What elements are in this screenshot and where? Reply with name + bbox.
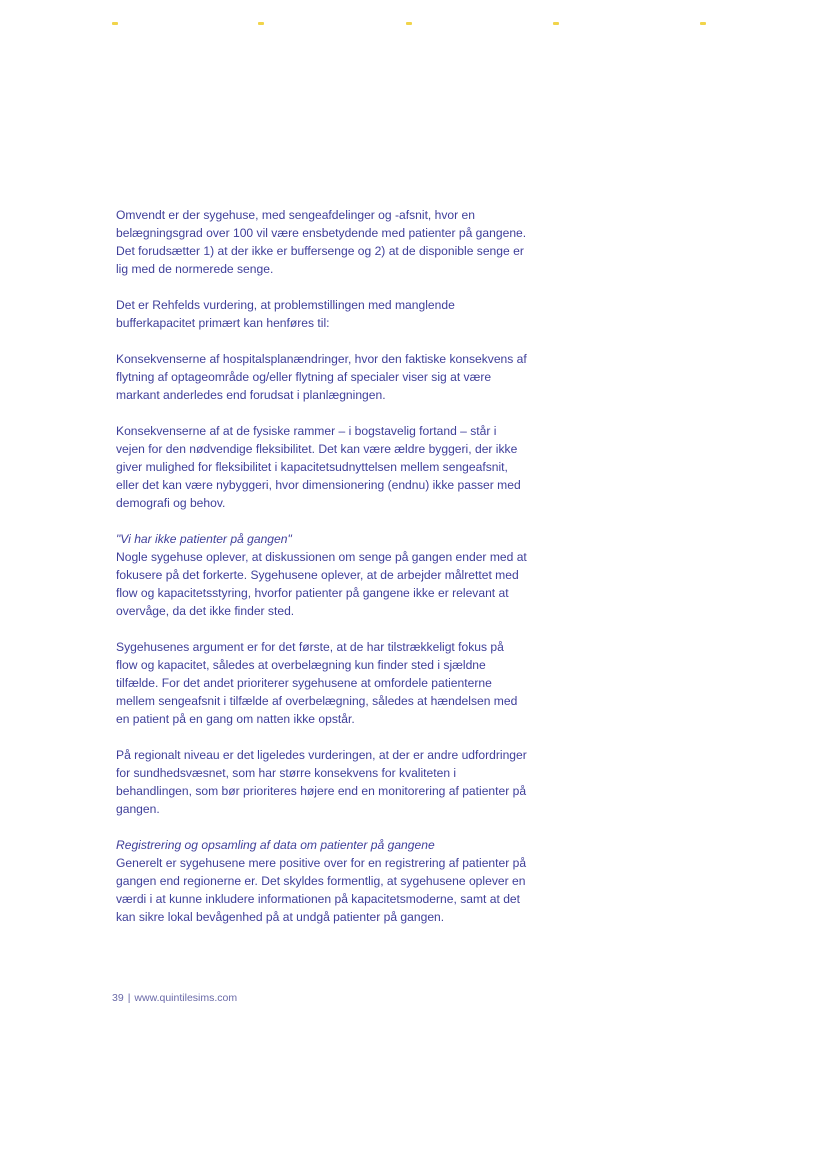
- text-line: Nogle sygehuse oplever, at diskussionen om senge på gangen ender med at: [116, 550, 527, 564]
- text-line: Det forudsætter 1) at der ikke er buffersenge og 2) at de disponible senge er: [116, 244, 524, 258]
- paragraph: [116, 296, 546, 332]
- text-line: På regionalt niveau er det ligeledes vurderingen, at der er andre udfordringer: [116, 748, 527, 762]
- text-line: Omvendt er der sygehuse, med sengeafdelinger og -afsnit, hvor en: [116, 208, 475, 222]
- section-heading: Registrering og opsamling af data om patienter på gangene: [116, 838, 435, 852]
- text-line: giver mulighed for fleksibilitet i kapacitetsudnyttelsen mellem sengeafsnit,: [116, 460, 508, 474]
- text-line: behandlingen, som bør prioriteres højere end en monitorering af patienter på: [116, 784, 527, 798]
- scan-dot: [553, 22, 559, 25]
- paragraph: [116, 422, 546, 512]
- text-line: kan sikre lokal bevågenhed på at undgå patienter på gangen.: [116, 910, 445, 924]
- text-line: Generelt er sygehusene mere positive over for en registrering af patienter på: [116, 856, 527, 870]
- paragraph: [116, 638, 546, 728]
- scan-artifact-dots: [0, 18, 828, 30]
- text-line: bufferkapacitet primært kan henføres til:: [116, 316, 330, 330]
- text-line: flow og kapacitetsstyring, hvorfor patienter på gangene ikke er relevant at: [116, 586, 509, 600]
- text-line: vejen for den nødvendige fleksibilitet. Det kan være ældre byggeri, der ikke: [116, 442, 518, 456]
- scan-dot: [700, 22, 706, 25]
- text-line: en patient på en gang om natten ikke opstår.: [116, 712, 355, 726]
- scan-dot: [406, 22, 412, 25]
- page-number: 39: [112, 992, 124, 1004]
- footer-separator: |: [127, 992, 131, 1004]
- text-line: flow og kapacitet, således at overbelægning kun finder sted i sjældne: [116, 658, 486, 672]
- text-line: Konsekvenserne af hospitalsplanændringer, hvor den faktiske konsekvens af: [116, 352, 527, 366]
- document-body: [116, 206, 546, 944]
- paragraph: [116, 746, 546, 818]
- paragraph: [116, 836, 546, 926]
- text-line: Det er Rehfelds vurdering, at problemstillingen med manglende: [116, 298, 455, 312]
- text-line: flytning af optageområde og/eller flytning af specialer viser sig at være: [116, 370, 492, 384]
- text-line: Sygehusenes argument er for det første, at de har tilstrækkeligt fokus på: [116, 640, 504, 654]
- text-line: eller det kan være nybyggeri, hvor dimensionering (endnu) ikke passer med: [116, 478, 521, 492]
- text-line: lig med de normerede senge.: [116, 262, 274, 276]
- text-line: markant anderledes end forudsat i planlægningen.: [116, 388, 386, 402]
- text-line: værdi i at kunne inkludere informationen på kapacitetsmoderne, samt at det: [116, 892, 521, 906]
- paragraph: [116, 206, 546, 278]
- section-heading: "Vi har ikke patienter på gangen": [116, 532, 292, 546]
- text-line: belægningsgrad over 100 vil være ensbetydende med patienter på gangene.: [116, 226, 527, 240]
- page-footer: [112, 992, 237, 1004]
- text-line: fokusere på det forkerte. Sygehusene oplever, at de arbejder målrettet med: [116, 568, 519, 582]
- paragraph: [116, 350, 546, 404]
- scan-dot: [112, 22, 118, 25]
- text-line: gangen end regionerne er. Det skyldes formentlig, at sygehusene oplever en: [116, 874, 526, 888]
- paragraph: [116, 530, 546, 620]
- footer-url: www.quintilesims.com: [134, 992, 238, 1004]
- text-line: for sundhedsvæsnet, som har større konsekvens for kvaliteten i: [116, 766, 457, 780]
- scan-dot: [258, 22, 264, 25]
- text-line: demografi og behov.: [116, 496, 226, 510]
- text-line: gangen.: [116, 802, 160, 816]
- text-line: overvåge, da det ikke finder sted.: [116, 604, 295, 618]
- text-line: mellem sengeafsnit i tilfælde af overbelægning, således at hændelsen med: [116, 694, 518, 708]
- text-line: tilfælde. For det andet prioriterer sygehusene at omfordele patienterne: [116, 676, 492, 690]
- text-line: Konsekvenserne af at de fysiske rammer – i bogstavelig fortand – står i: [116, 424, 497, 438]
